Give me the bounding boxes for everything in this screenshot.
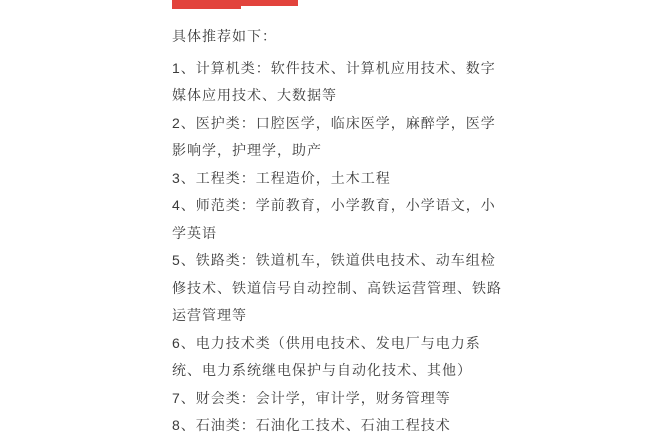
list-item-petroleum bbox=[172, 412, 492, 440]
text-line: 1、计算机类：软件技术、计算机应用技术、数字 bbox=[172, 59, 496, 76]
text-line: 学英语 bbox=[172, 224, 217, 241]
cutoff-red-text-segment bbox=[172, 0, 241, 9]
text-line: 3、工程类：工程造价，土木工程 bbox=[172, 169, 391, 186]
text-line: 运营管理等 bbox=[172, 307, 247, 323]
text-line: 媒体应用技术、大数据等 bbox=[172, 87, 337, 103]
list-item-electric-power bbox=[172, 330, 492, 385]
text-line: 8、石油类：石油化工技术、石油工程技术 bbox=[172, 417, 451, 433]
article-body bbox=[172, 23, 502, 440]
cutoff-red-text-segment bbox=[241, 0, 298, 6]
text-line: 6、电力技术类（供用电技术、发电厂与电力系 bbox=[172, 334, 481, 351]
text-line: 修技术、铁道信号自动控制、高铁运营管理、铁路 bbox=[172, 279, 502, 296]
list-item-railway bbox=[172, 247, 502, 330]
text-line: 2、医护类：口腔医学，临床医学，麻醉学，医学 bbox=[172, 114, 496, 131]
list-item-accounting bbox=[172, 385, 492, 413]
text-line: 7、财会类：会计学，审计学，财务管理等 bbox=[172, 389, 451, 406]
text-line: 4、师范类：学前教育，小学教育，小学语文，小 bbox=[172, 197, 496, 213]
list-item-computer bbox=[172, 55, 496, 110]
list-item-medical bbox=[172, 110, 496, 165]
list-item-teaching bbox=[172, 192, 496, 247]
text-line: 统、电力系统继电保护与自动化技术、其他） bbox=[172, 362, 472, 378]
intro-line: 具体推荐如下： bbox=[172, 28, 277, 44]
list-item-engineering bbox=[172, 165, 492, 193]
text-line: 5、铁路类：铁道机车，铁道供电技术、动车组检 bbox=[172, 252, 496, 268]
text-line: 影响学，护理学，助产 bbox=[172, 142, 322, 158]
